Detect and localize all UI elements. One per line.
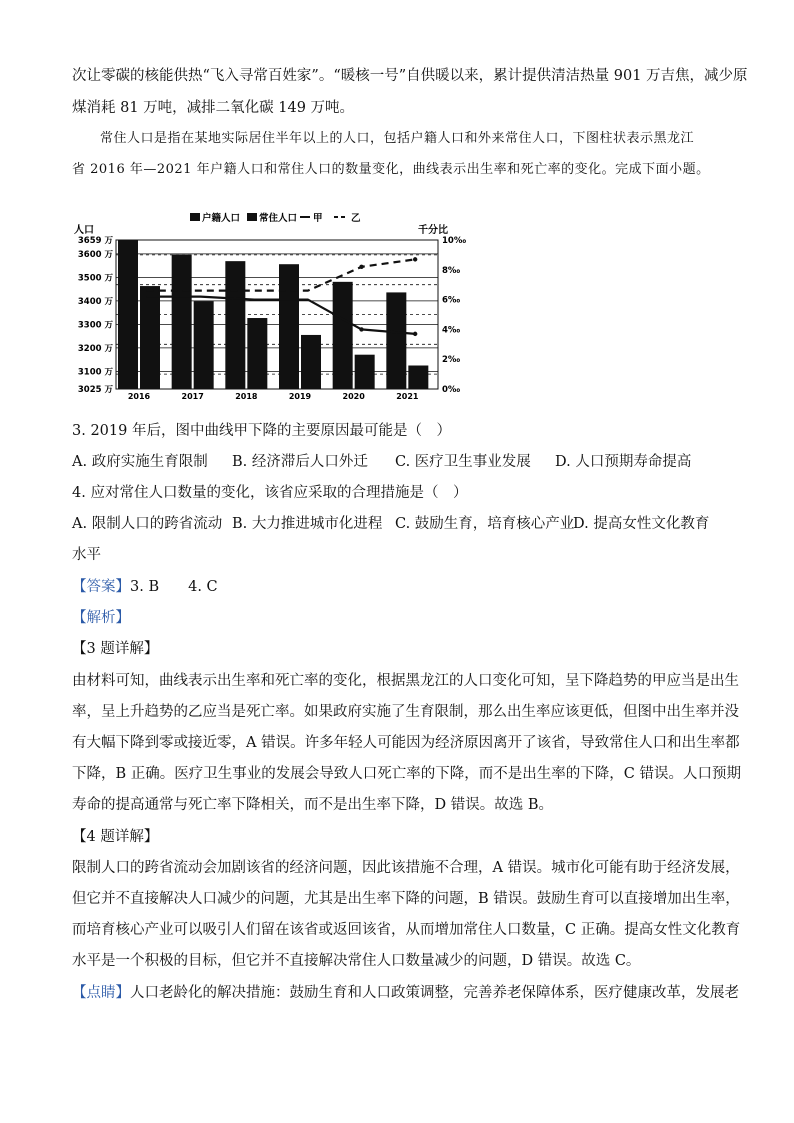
y-tick-label-4: 3300 万	[77, 320, 113, 331]
bar-changzhu-2021	[408, 365, 428, 389]
bar-huji-2021	[386, 292, 406, 389]
q4-option-a: A. 限制人口的跨省流动	[72, 516, 223, 532]
y-tick-label-3: 3400 万	[77, 296, 113, 307]
detail3-line-4: 下降，B 正确。医疗卫生事业的发展会导致人口死亡率的下降，而不是出生率的下降，C 错误。人口预期	[72, 766, 741, 782]
y-tick-label-0: 3659 万	[77, 236, 113, 246]
detail4-tag: 【4 题详解】	[72, 829, 159, 845]
curve-甲-point-4	[359, 327, 363, 331]
y-tick-label-7: 3025 万	[77, 385, 113, 395]
q4-stem: 4. 应对常住人口数量的变化，该省应采取的合理措施是（ ）	[72, 485, 468, 501]
y-tick-label-1: 3600 万	[77, 249, 113, 260]
detail4-line-1: 限制人口的跨省流动会加剧该省的经济问题，因此该措施不合理，A 错误。城市化可能有助于经济发展，	[72, 860, 740, 876]
curve-甲-point-5	[413, 332, 417, 336]
bar-changzhu-2016	[140, 286, 160, 389]
q4-option-d: D. 提高女性文化教育	[573, 516, 710, 532]
curve-乙-point-5	[413, 257, 417, 261]
intro-line-1: 次让零碳的核能供热“飞入寻常百姓家”。“暖核一号”自供暖以来，累计提供清洁热量 901 万吉焦，减少原	[72, 68, 748, 84]
chart-legend	[190, 212, 361, 224]
q3-option-a: A. 政府实施生育限制	[72, 454, 208, 470]
x-tick-label-2019: 2019	[288, 392, 312, 401]
analysis-tag: 【解析】	[72, 610, 130, 626]
intro-line-2: 煤消耗 81 万吨，减排二氧化碳 149 万吨。	[72, 100, 355, 116]
q3-stem: 3. 2019 年后，图中曲线甲下降的主要原因最可能是（ ）	[72, 423, 451, 439]
bar-huji-2016	[118, 240, 138, 389]
y-tick-label-5: 3200 万	[77, 343, 113, 354]
detail3-line-3: 有大幅下降到零或接近零，A 错误。许多年轻人可能因为经济原因离开了该省，导致常住人口和出生率都	[72, 735, 740, 751]
bar-changzhu-2017	[194, 301, 214, 389]
q3-option-b: B. 经济滞后人口外迁	[232, 454, 368, 470]
legend-label-2: 甲	[313, 213, 323, 224]
comment-text: 人口老龄化的解决措施：鼓励生育和人口政策调整，完善养老保障体系，医疗健康改革，发展老	[130, 985, 739, 1001]
bar-huji-2019	[279, 264, 299, 389]
legend-label-3: 乙	[351, 213, 361, 224]
detail4-line-4: 水平是一个积极的目标，但它并不直接解决常住人口数量减少的问题，D 错误。故选 C。	[72, 953, 641, 969]
bar-huji-2018	[225, 261, 245, 389]
x-tick-label-2020: 2020	[342, 392, 365, 401]
legend-swatch-0	[190, 213, 200, 221]
y-axis-label: 人口	[74, 225, 94, 236]
bar-changzhu-2018	[247, 318, 267, 389]
q4-option-d-wrap: 水平	[72, 547, 101, 563]
curve-乙-point-4	[359, 265, 363, 269]
answer-tag: 【答案】	[72, 579, 130, 595]
comment-line	[72, 983, 739, 1003]
legend-label-1: 常住人口	[259, 213, 298, 224]
x-tick-label-2017: 2017	[181, 392, 204, 401]
y2-tick-label-5: 0‰	[442, 385, 461, 395]
y2-tick-label-2: 6‰	[442, 295, 461, 306]
detail4-line-2: 但它并不直接解决人口减少的问题，尤其是出生率下降的问题，B 错误。鼓励生育可以直接增加出生率，	[72, 891, 740, 907]
q3-option-d: D. 人口预期寿命提高	[555, 454, 692, 470]
intro-line-4: 省 2016 年—2021 年户籍人口和常住人口的数量变化，曲线表示出生率和死亡率的变化。完成下面小题。	[72, 162, 710, 177]
q3-options	[72, 452, 691, 472]
q3-option-c: C. 医疗卫生事业发展	[395, 454, 531, 470]
comment-tag: 【点睛】	[72, 985, 130, 1001]
y2-axis-label: 千分比	[418, 225, 448, 236]
x-tick-label-2021: 2021	[396, 392, 419, 401]
answer-text: 3. B 4. C	[130, 579, 218, 595]
legend-swatch-1	[247, 213, 257, 221]
q4-options	[72, 514, 709, 534]
y2-tick-label-3: 4‰	[442, 325, 461, 336]
bar-huji-2017	[172, 255, 192, 389]
intro-line-3: 常住人口是指在某地实际居住半年以上的人口，包括户籍人口和外来常住人口，下图柱状表示黑龙江	[100, 131, 695, 146]
detail3-line-5: 寿命的提高通常与死亡率下降相关，而不是出生率下降，D 错误。故选 B。	[72, 797, 553, 813]
x-tick-label-2016: 2016	[127, 392, 151, 401]
bar-huji-2020	[333, 282, 353, 389]
y2-tick-label-4: 2‰	[442, 355, 461, 366]
population-chart	[72, 203, 512, 403]
detail3-tag: 【3 题详解】	[72, 641, 159, 657]
bar-changzhu-2020	[355, 355, 375, 389]
x-tick-label-2018: 2018	[235, 392, 258, 401]
answer-line	[72, 577, 218, 597]
y-tick-label-2: 3500 万	[77, 273, 113, 284]
detail3-line-2: 率，呈上升趋势的乙应当是死亡率。如果政府实施了生育限制，那么出生率应该更低，但图中出生率并没	[72, 704, 739, 720]
bar-changzhu-2019	[301, 335, 321, 389]
y2-tick-label-1: 8‰	[442, 265, 461, 276]
q4-option-c: C. 鼓励生育，培育核心产业	[395, 516, 575, 532]
y-tick-label-6: 3100 万	[77, 367, 113, 378]
q4-option-b: B. 大力推进城市化进程	[232, 516, 383, 532]
detail4-line-3: 而培育核心产业可以吸引人们留在该省或返回该省，从而增加常住人口数量，C 正确。提高女性文化教育	[72, 922, 741, 938]
detail3-line-1: 由材料可知，曲线表示出生率和死亡率的变化，根据黑龙江的人口变化可知，呈下降趋势的甲应当是出生	[72, 673, 739, 689]
y2-tick-label-0: 10‰	[442, 236, 467, 246]
legend-label-0: 户籍人口	[202, 213, 241, 224]
